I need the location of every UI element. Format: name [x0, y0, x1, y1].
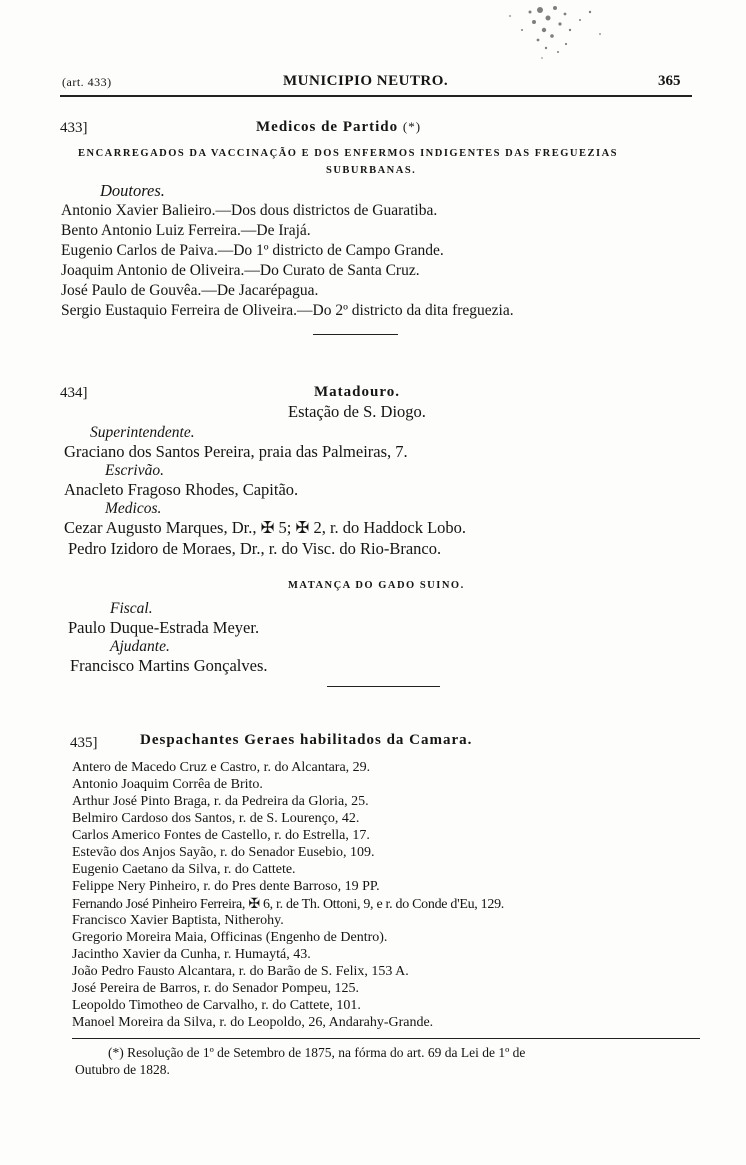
section-435-title: Despachantes Geraes habilitados da Camara.: [140, 732, 473, 748]
page-number: 365: [658, 73, 681, 89]
section-435-line: Antonio Joaquim Corrêa de Brito.: [72, 777, 263, 792]
section-434-line: Graciano dos Santos Pereira, praia das Palmeiras, 7.: [64, 442, 408, 461]
running-head-article: (art. 433): [62, 75, 112, 89]
footnote-rule: [72, 1038, 700, 1039]
section-433-role: Doutores.: [100, 181, 165, 200]
section-435-line: Eugenio Caetano da Silva, r. do Cattete.: [72, 862, 296, 877]
section-434-subheading: MATANÇA DO GADO SUINO.: [288, 580, 465, 591]
running-head-title: MUNICIPIO NEUTRO.: [283, 73, 449, 89]
section-433-line: Joaquim Antonio de Oliveira.—Do Curato de Santa Cruz.: [61, 262, 420, 279]
section-434-role: Ajudante.: [110, 638, 170, 655]
section-433-subtitle-2: SUBURBANAS.: [326, 165, 417, 176]
ink-blot: [470, 0, 620, 80]
section-435-line: Belmiro Cardoso dos Santos, r. de S. Lourenço, 42.: [72, 811, 360, 826]
section-433-line: Bento Antonio Luiz Ferreira.—De Irajá.: [61, 222, 311, 239]
section-divider: [327, 686, 440, 687]
section-435-line: Carlos Americo Fontes de Castello, r. do Estrella, 17.: [72, 828, 370, 843]
section-435-line: José Pereira de Barros, r. do Senador Pompeu, 125.: [72, 981, 359, 996]
section-433-title-text: Medicos de Partido: [256, 119, 399, 135]
section-435-line: Manoel Moreira da Silva, r. do Leopoldo, 26, Andarahy-Grande.: [72, 1015, 434, 1030]
section-435-line: Leopoldo Timotheo de Carvalho, r. do Cattete, 101.: [72, 998, 361, 1013]
section-divider: [313, 334, 398, 335]
section-435-line: Arthur José Pinto Braga, r. da Pedreira da Gloria, 25.: [72, 794, 369, 809]
footnote-line-1: (*) Resolução de 1º de Setembro de 1875, na fórma do art. 69 da Lei de 1º de: [108, 1045, 526, 1060]
section-433-line: José Paulo de Gouvêa.—De Jacarépagua.: [61, 282, 319, 299]
section-434-line: Paulo Duque-Estrada Meyer.: [68, 618, 260, 637]
section-435-line: Antero de Macedo Cruz e Castro, r. do Alcantara, 29.: [72, 760, 371, 775]
section-434-line: Cezar Augusto Marques, Dr., ✠ 5; ✠ 2, r. do Haddock Lobo.: [64, 518, 467, 537]
section-433-number: 433]: [60, 120, 88, 136]
section-434-number: 434]: [60, 385, 88, 401]
section-434-role: Fiscal.: [110, 600, 153, 617]
section-433-line: Antonio Xavier Balieiro.—Dos dous districtos de Guaratiba.: [61, 202, 438, 219]
footnote-mark: (*): [402, 119, 422, 134]
section-435-line: Fernando José Pinheiro Ferreira, ✠ 6, r. de Th. Ottoni, 9, e r. do Conde d'Eu, 129.: [72, 897, 504, 912]
section-434-role: Medicos.: [105, 500, 162, 517]
section-434-title: Matadouro.: [314, 384, 400, 400]
section-433-line: Eugenio Carlos de Paiva.—Do 1º districto de Campo Grande.: [61, 242, 444, 259]
section-434-subtitle: Estação de S. Diogo.: [288, 402, 426, 421]
section-435-line: Estevão dos Anjos Sayão, r. do Senador Eusebio, 109.: [72, 845, 375, 860]
section-433-title: [256, 119, 421, 136]
section-435-line: Felippe Nery Pinheiro, r. do Pres dente Barroso, 19 PP.: [72, 879, 380, 894]
footnote-line-2: Outubro de 1828.: [75, 1062, 170, 1077]
section-435-line: Jacintho Xavier da Cunha, r. Humaytá, 43.: [72, 947, 311, 962]
section-433-line: Sergio Eustaquio Ferreira de Oliveira.—Do 2º districto da dita freguezia.: [61, 302, 514, 319]
section-435-line: Francisco Xavier Baptista, Nitherohy.: [72, 913, 284, 928]
section-435-line: Gregorio Moreira Maia, Officinas (Engenho de Dentro).: [72, 930, 388, 945]
section-434-role: Superintendente.: [90, 424, 195, 441]
section-435-line: João Pedro Fausto Alcantara, r. do Barão de S. Felix, 153 A.: [72, 964, 409, 979]
section-435-number: 435]: [70, 735, 98, 751]
section-434-line: Francisco Martins Gonçalves.: [70, 656, 268, 675]
section-434-role: Escrivão.: [105, 462, 164, 479]
section-433-subtitle-1: ENCARREGADOS DA VACCINAÇÃO E DOS ENFERMOS INDIGENTES DAS FREGUEZIAS: [78, 148, 619, 159]
section-434-line: Pedro Izidoro de Moraes, Dr., r. do Visc. do Rio-Branco.: [68, 539, 442, 558]
section-434-line: Anacleto Fragoso Rhodes, Capitão.: [64, 480, 299, 499]
header-rule: [60, 95, 692, 97]
